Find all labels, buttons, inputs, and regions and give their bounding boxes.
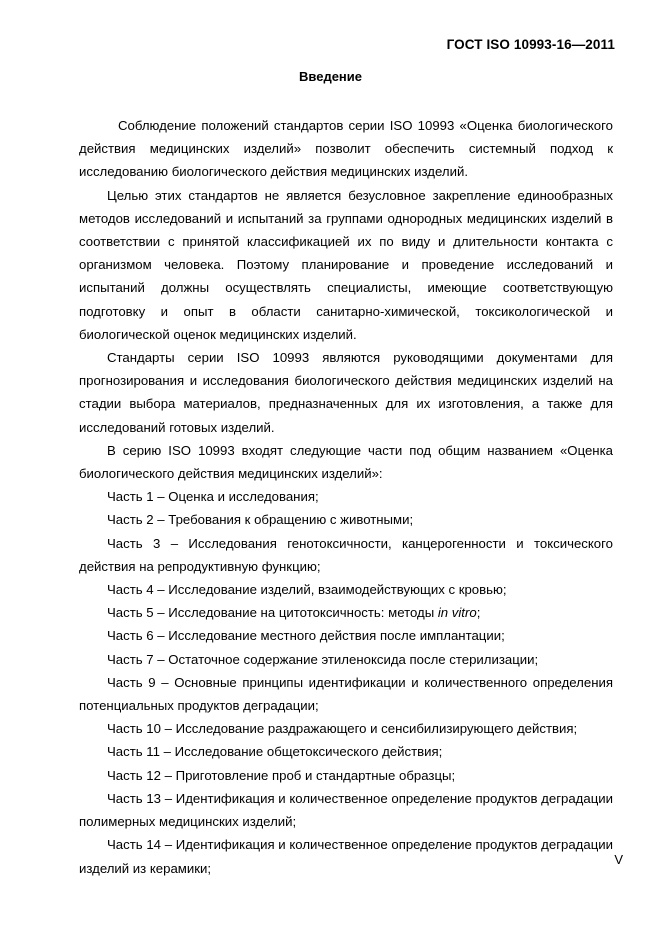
paragraph-purpose: Целью этих стандартов не является безусловное закрепление единообразных методов исследований и испытаний за группами однородных медицинских изделий в соответствии с принятой классификацией их по виду и длительности контакта с организмом человека. Поэтому планирование и проведение исследований и испытаний должны осуществлять специалисты, имеющие соответствующую подготовку и опыт в области санитарно-химической, токсикологической и биологической оценок медицинских изделий.	[79, 187, 613, 342]
paragraph-series-parts: В серию ISO 10993 входят следующие части под общим названием «Оценка биологического действия медицинских изделий»:	[79, 442, 613, 482]
document-body	[79, 114, 613, 880]
list-item-part-5	[79, 601, 613, 624]
list-item-part-9: Часть 9 – Основные принципы идентификации и количественного определения потенциальных продуктов деградации;	[79, 674, 613, 714]
part-5-end: ;	[476, 605, 481, 621]
document-code-header: ГОСТ ISO 10993-16—2011	[446, 37, 615, 52]
list-item-part-6: Часть 6 – Исследование местного действия после имплантации;	[107, 628, 505, 644]
page-number: V	[614, 852, 623, 867]
part-5-italic-term: in vitro	[437, 605, 477, 621]
list-item-part-11: Часть 11 – Исследование общетоксического действия;	[107, 744, 443, 760]
list-item-part-12: Часть 12 – Приготовление проб и стандартные образцы;	[107, 767, 456, 783]
list-item-part-1: Часть 1 – Оценка и исследования;	[107, 489, 319, 505]
list-item-part-10: Часть 10 – Исследование раздражающего и сенсибилизирующего действия;	[107, 721, 578, 737]
section-title: Введение	[299, 69, 362, 84]
paragraph-intro: Соблюдение положений стандартов серии ISO 10993 «Оценка биологического действия медицинских изделий» позволит обеспечить системный подход к исследованию биологического действия медицинских изделий.	[79, 118, 613, 180]
paragraph-guidance: Стандарты серии ISO 10993 являются руководящими документами для прогнозирования и исследования биологического действия медицинских изделий на стадии выбора материалов, предназначенных для их изготовления, а также для исследований готовых изделий.	[79, 350, 613, 435]
part-5-text: Часть 5 – Исследование на цитотоксичность: методы	[107, 605, 438, 621]
list-item-part-13: Часть 13 – Идентификация и количественное определение продуктов деградации полимерных медицинских изделий;	[79, 790, 613, 830]
list-item-part-14: Часть 14 – Идентификация и количественное определение продуктов деградации изделий из керамики;	[79, 837, 613, 876]
list-item-part-2: Часть 2 – Требования к обращению с животными;	[107, 512, 414, 528]
list-item-part-4: Часть 4 – Исследование изделий, взаимодействующих с кровью;	[107, 582, 507, 598]
list-item-part-3: Часть 3 – Исследования генотоксичности, канцерогенности и токсического действия на репродуктивную функцию;	[79, 535, 613, 574]
list-item-part-7: Часть 7 – Остаточное содержание этиленоксида после стерилизации;	[107, 651, 539, 667]
